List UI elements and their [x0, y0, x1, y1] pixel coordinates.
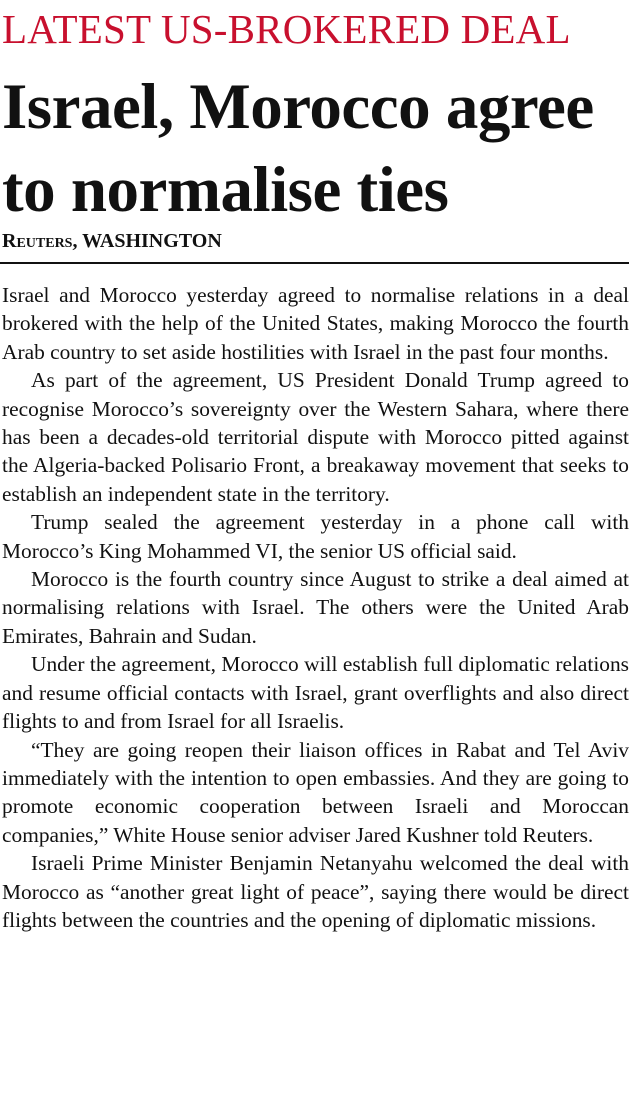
article-paragraph: “They are going reopen their liaison offices in Rabat and Tel Aviv immediately with the intention to open embassies. And they are going to promote economic cooperation between Israeli and Moroccan companies,” White House senior adviser Jared Kushner told Reuters.	[2, 737, 629, 847]
article-body	[2, 281, 629, 934]
article-paragraph: Trump sealed the agreement yesterday in a phone call with Morocco’s King Mohammed VI, the senior US official said.	[2, 510, 629, 563]
article-paragraph: As part of the agreement, US President Donald Trump agreed to recognise Morocco’s sovereignty over the Western Sahara, where there has been a decades-old territorial dispute with Morocco pitted against the Algeria-backed Polisario Front, a breakaway movement that seeks to establish an independent state in the territory.	[2, 368, 629, 506]
article-paragraph: Under the agreement, Morocco will establish full diplomatic relations and resume official contacts with Israel, grant overflights and also direct flights to and from Israel for all Israelis.	[2, 652, 629, 734]
article-paragraph: Morocco is the fourth country since August to strike a deal aimed at normalising relations with Israel. The others were the United Arab Emirates, Bahrain and Sudan.	[2, 567, 629, 648]
article-paragraph: Israel and Morocco yesterday agreed to normalise relations in a deal brokered with the help of the United States, making Morocco the fourth Arab country to set aside hostilities with Israel in the past four months.	[2, 283, 629, 364]
byline-location: WASHINGTON	[82, 230, 222, 252]
headline: Israel, Morocco agree to normalise ties	[2, 71, 594, 226]
byline-agency: Reuters	[2, 230, 73, 252]
byline-separator: ,	[72, 230, 83, 252]
article-paragraph: Israeli Prime Minister Benjamin Netanyahu welcomed the deal with Morocco as “another great light of peace”, saying there would be direct flights between the countries and the opening of diplomatic missions.	[2, 851, 629, 932]
byline-divider	[0, 262, 629, 264]
kicker-label: LATEST US-BROKERED DEAL	[2, 6, 571, 52]
byline	[2, 228, 222, 254]
